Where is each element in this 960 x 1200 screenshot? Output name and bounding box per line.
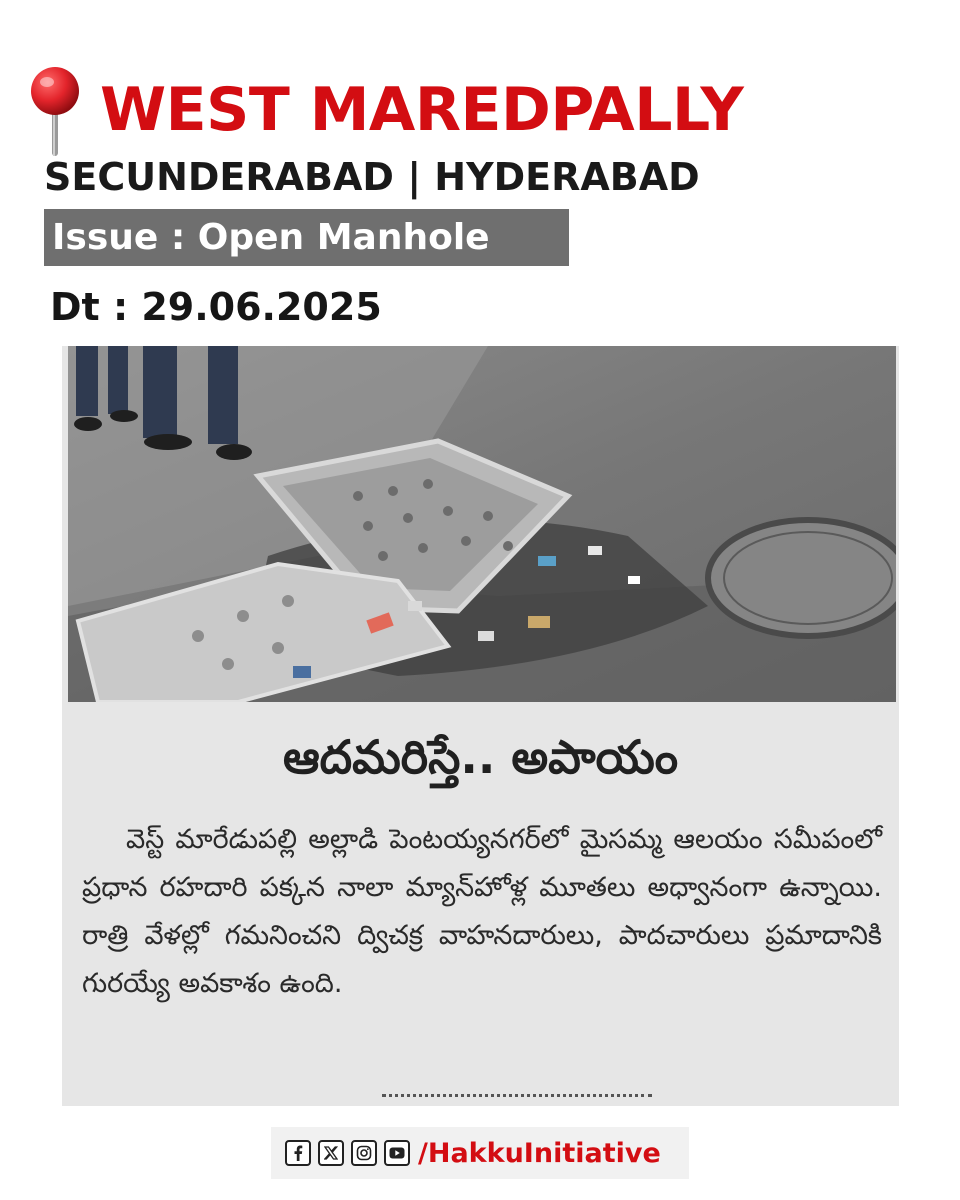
clipping-body: వెస్ట్ మారేడుపల్లి అల్లాడి పెంటయ్యనగర్‌లో మైసమ్మ ఆలయం సమీపంలో ప్రధాన రహదారి పక్కన నాలా మ్యాన్‌హోళ్ల మూతలు అధ్వానంగా ఉన్నాయి. రాత్రి వేళల్లో గమనించని ద్విచక్ర వాహనదారులు, పాదచారులు ప్రమాదానికి గురయ్యే అవకాశం ఉంది. bbox=[82, 824, 882, 999]
round-pushpin-icon bbox=[26, 66, 84, 158]
city-subtitle: SECUNDERABAD | HYDERABAD bbox=[44, 155, 700, 199]
social-handle[interactable]: /HakkuInitiative bbox=[418, 1137, 661, 1169]
clipping-headline: ఆదమరిస్తే.. అపాయం bbox=[282, 730, 679, 784]
issue-label: Issue : Open Manhole bbox=[44, 209, 569, 266]
place-title: WEST MAREDPALLY bbox=[100, 75, 744, 145]
date-label: Dt : 29.06.2025 bbox=[50, 285, 382, 329]
newspaper-clipping bbox=[62, 346, 899, 1106]
clipping-cut-edge bbox=[382, 1094, 652, 1101]
youtube-icon[interactable] bbox=[384, 1140, 410, 1166]
facebook-icon[interactable] bbox=[285, 1140, 311, 1166]
manhole-photo bbox=[68, 346, 896, 702]
social-footer bbox=[271, 1127, 689, 1179]
x-icon[interactable] bbox=[318, 1140, 344, 1166]
instagram-icon[interactable] bbox=[351, 1140, 377, 1166]
